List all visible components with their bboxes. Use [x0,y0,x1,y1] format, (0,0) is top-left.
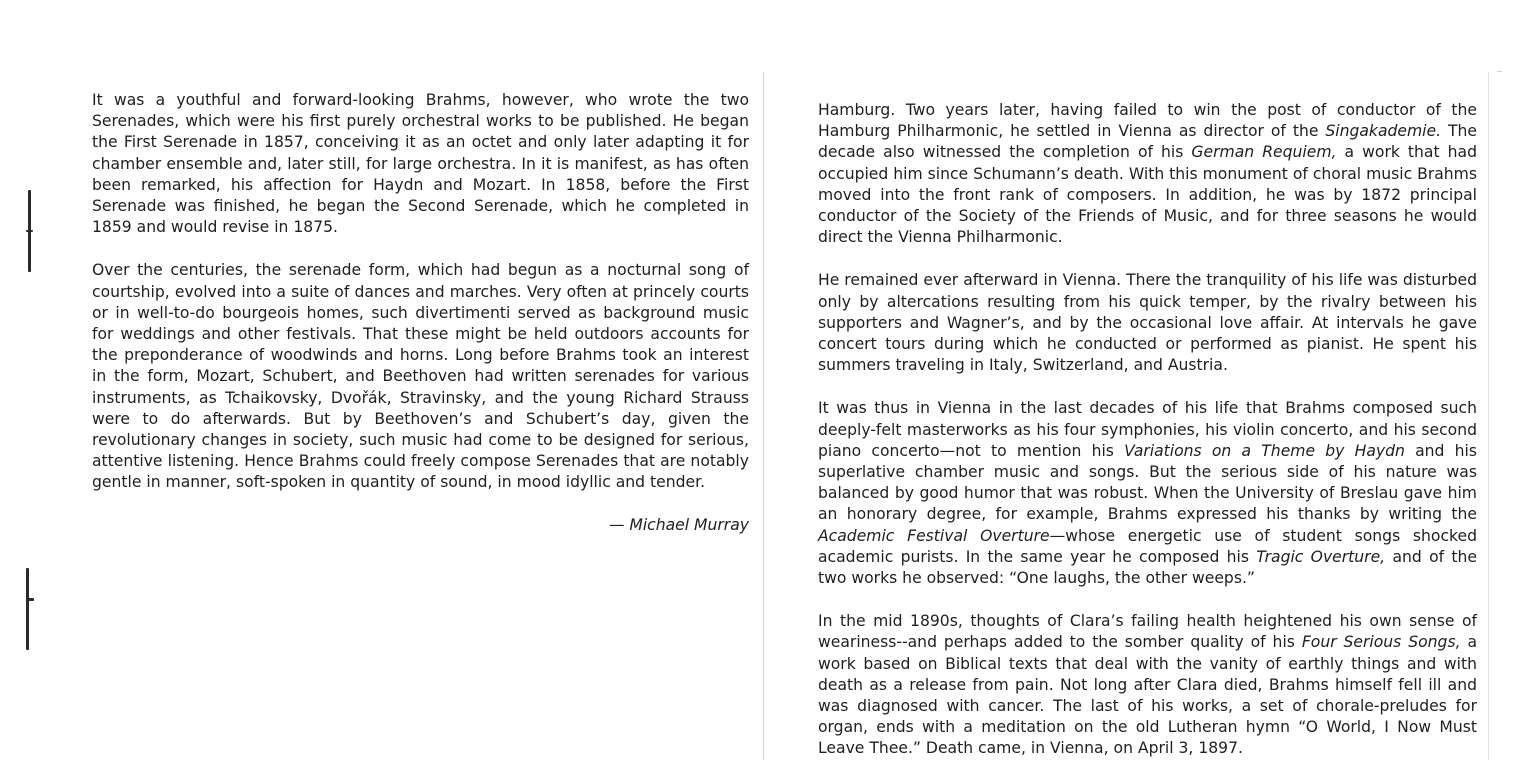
binding-mark-bottom [26,568,29,650]
left-page [0,0,760,760]
right-column [818,100,1477,782]
author-signature: — Michael Murray [608,516,749,534]
right-paragraph-1: Hamburg. Two years later, having failed to win the post of conductor of the Hamburg Philharmonic, he settled in Vienna as director of the Singakademie. The decade also witnessed the completion of his German Requiem, a work that had occupied him since Schumann’s death. With this monument of choral music Brahms moved into the front rank of composers. In addition, he was by 1872 principal conductor of the Society of the Friends of Music, and for three seasons he would direct the Vienna Philharmonic. [818,101,1477,247]
right-paragraph-2: He remained ever afterward in Vienna. There the tranquility of his life was disturbed only by altercations resulting from his quick temper, by the rivalry between his supporters and Wagner’s, and by the occasional love affair. At intervals he gave concert tours during which he conducted or performed as pianist. He spent his summers traveling in Italy, Switzerland, and Austria. [818,271,1477,375]
right-paragraph-4: In the mid 1890s, thoughts of Clara’s failing health heightened his own sense of weariness--and perhaps added to the somber quality of his Four Serious Songs, a work based on Biblical texts that deal with the vanity of earthly things and with death as a release from pain. Not long after Clara died, Brahms himself fell ill and was diagnosed with cancer. The last of his works, a set of chorale-preludes for organ, ends with a meditation on the old Lutheran hymn “O World, I Now Must Leave Thee.” Death came, in Vienna, on April 3, 1897. [818,612,1477,758]
left-paragraph-2: Over the centuries, the serenade form, which had begun as a nocturnal song of courtship, evolved into a suite of dances and marches. Very often at princely courts or in well-to-do bourgeois homes, such divertimenti served as background music for weddings and other festivals. That these might be held outdoors accounts for the preponderance of woodwinds and horns. Long before Brahms took an interest in the form, Mozart, Schubert, and Beethoven had written serenades for various instruments, as Tchaikovsky, Dvořák, Stravinsky, and the young Richard Strauss were to do afterwards. But by Beethoven’s and Schubert’s day, given the revolutionary changes in society, such music had come to be designed for serious, attentive listening. Hence Brahms could freely compose Serenades that are notably gentle in manner, soft-spoken in quantity of sound, in mood idyllic and tender. [92,261,749,492]
binding-mark-bottom-notch [28,598,34,601]
binding-mark-top-notch [26,230,33,232]
left-paragraph-1: It was a youthful and forward-looking Brahms, however, who wrote the two Serenades, which were his first purely orchestral works to be published. He began the First Serenade in 1857, conceiving it as an octet and only later adapting it for chamber ensemble and, later still, for large orchestra. In it is manifest, as has often been remarked, his affection for Haydn and Mozart. In 1858, before the First Serenade was finished, he began the Second Serenade, which he completed in 1859 and would revise in 1875. [92,91,749,237]
left-column [92,90,749,516]
right-page [760,0,1532,760]
right-paragraph-3: It was thus in Vienna in the last decades of his life that Brahms composed such deeply-felt masterworks as his four symphonies, his violin concerto, and his second piano concerto—not to mention his Variations on a Theme by Haydn and his superlative chamber music and songs. But the serious side of his nature was balanced by good humor that was robust. When the University of Breslau gave him an honorary degree, for example, Brahms expressed his thanks by writing the Academic Festival Overture—whose energetic use of student songs shocked academic purists. In the same year he composed his Tragic Overture, and of the two works he observed: “One laughs, the other weeps.” [818,399,1478,588]
